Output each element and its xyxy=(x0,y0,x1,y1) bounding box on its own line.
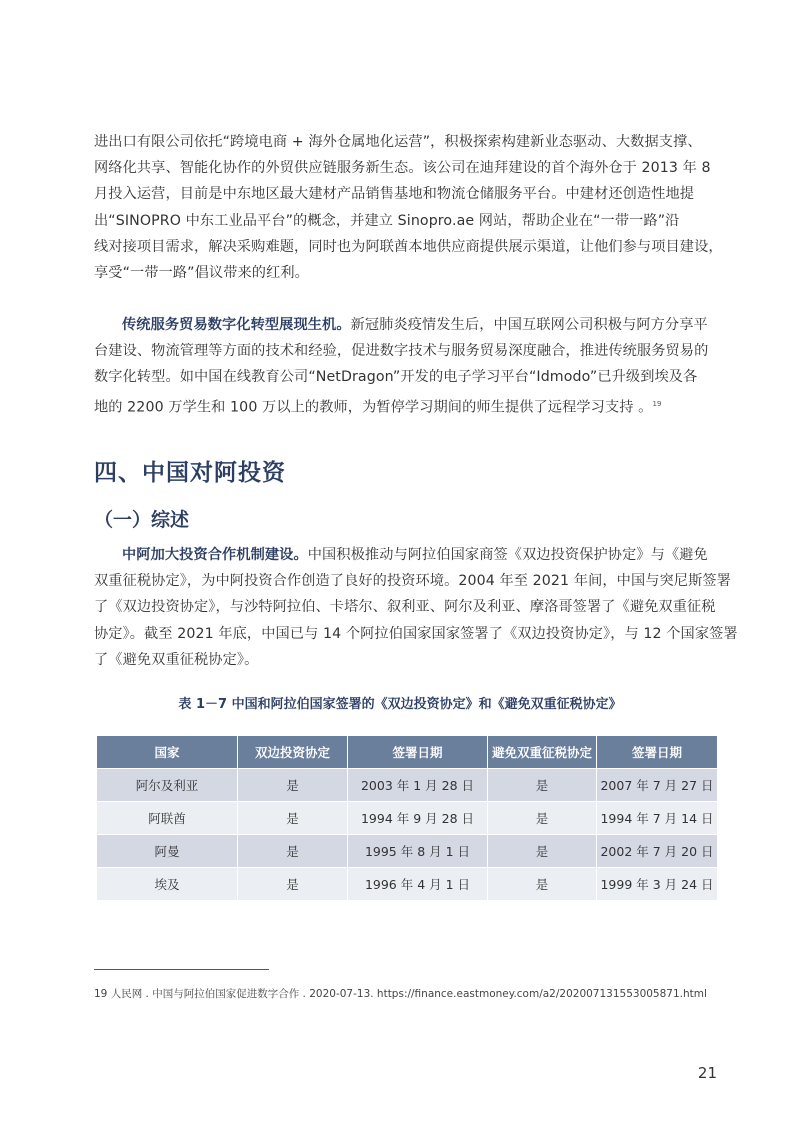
table-cell: 是 xyxy=(238,769,348,802)
table-row xyxy=(97,835,718,868)
table-cell: 埃及 xyxy=(97,868,238,901)
table-cell: 阿尔及利亚 xyxy=(97,769,238,802)
subsection-title: （一）综述 xyxy=(94,509,190,531)
table-cell: 1999 年 3 月 24 日 xyxy=(597,868,718,901)
paragraph-line: 网络化共享、智能化协作的外贸供应链服务新生态。该公司在迪拜建设的首个海外仓于 2013 年 8 xyxy=(94,160,711,177)
column-header-dta: 避免双重征税协定 xyxy=(488,736,597,769)
paragraph-3 xyxy=(94,542,738,673)
table-header-row xyxy=(97,736,718,769)
section-title: 四、中国对阿投资 xyxy=(94,460,286,486)
paragraph-line: 进出口有限公司依托“跨境电商 + 海外仓属地化运营”，积极探索构建新业态驱动、大数据支撑、 xyxy=(94,134,702,150)
paragraph-1 xyxy=(94,129,723,286)
table-row xyxy=(97,802,718,835)
table-cell: 1996 年 4 月 1 日 xyxy=(348,868,488,901)
table-cell: 2003 年 1 月 28 日 xyxy=(348,769,488,802)
table-cell: 是 xyxy=(488,769,597,802)
paragraph-line: 双重征税协定》，为中阿投资合作创造了良好的投资环境。2004 年至 2021 年间，中国与突尼斯签署 xyxy=(94,573,731,590)
table-cell: 是 xyxy=(238,868,348,901)
paragraph-line: 了《双边投资协定》，与沙特阿拉伯、卡塔尔、叙利亚、阿尔及利亚、摩洛哥签署了《避免双重征税 xyxy=(94,599,716,616)
paragraph-text: 中国积极推动与阿拉伯国家商签《双边投资保护协定》与《避免 xyxy=(307,547,708,563)
paragraph-text: 新冠肺炎疫情发生后，中国互联网公司积极与阿方分享平 xyxy=(350,317,708,333)
table-cell: 2007 年 7 月 27 日 xyxy=(597,769,718,802)
table-cell: 是 xyxy=(488,802,597,835)
table-caption: 表 1－7 中国和阿拉伯国家签署的《双边投资协定》和《避免双重征税协定》 xyxy=(178,697,622,712)
column-header-country: 国家 xyxy=(97,736,238,769)
table-cell: 1995 年 8 月 1 日 xyxy=(348,835,488,868)
table-cell: 1994 年 7 月 14 日 xyxy=(597,802,718,835)
table-cell: 阿曼 xyxy=(97,835,238,868)
column-header-bit-date: 签署日期 xyxy=(348,736,488,769)
column-header-bit: 双边投资协定 xyxy=(238,736,348,769)
paragraph-line: 了《避免双重征税协定》。 xyxy=(94,651,259,668)
paragraph-line: 线对接项目需求，解决采购难题，同时也为阿联酋本地供应商提供展示渠道，让他们参与项目建设， xyxy=(94,238,723,255)
paragraph-line: 台建设、物流管理等方面的技术和经验，促进数字技术与服务贸易深度融合，推进传统服务贸易的 xyxy=(94,343,709,360)
table-row xyxy=(97,868,718,901)
paragraph-line: 数字化转型。如中国在线教育公司“NetDragon”开发的电子学习平台“Idmodo”已升级到埃及各 xyxy=(94,369,698,386)
page-number: 21 xyxy=(697,1064,717,1082)
footnote-divider xyxy=(94,969,269,970)
table-cell: 2002 年 7 月 20 日 xyxy=(597,835,718,868)
treaty-table xyxy=(96,735,718,901)
table-cell: 是 xyxy=(488,835,597,868)
table-cell: 是 xyxy=(238,835,348,868)
paragraph-lead: 传统服务贸易数字化转型展现生机。 xyxy=(122,317,351,333)
paragraph-line: 享受“一带一路”倡议带来的红利。 xyxy=(94,265,309,282)
footnote-ref[interactable]: 19 xyxy=(652,399,662,408)
table-cell: 1994 年 9 月 28 日 xyxy=(348,802,488,835)
paragraph-text: 地的 2200 万学生和 100 万以上的教师，为暂停学习期间的师生提供了远程学习支持 。 xyxy=(94,399,653,416)
paragraph-line xyxy=(94,391,706,421)
paragraph-line: 月投入运营，目前是中东地区最大建材产品销售基地和物流仓储服务平台。中建材还创造性地提 xyxy=(94,186,695,203)
paragraph-line: 出“SINOPRO 中东工业品平台”的概念，并建立 Sinopro.ae 网站，帮助企业在“一带一路”沿 xyxy=(94,212,680,229)
footnote: 19 人民网 . 中国与阿拉伯国家促进数字合作 . 2020-07-13. https://finance.eastmoney.com/a2/202007131553005871.html xyxy=(94,988,707,1000)
table-cell: 是 xyxy=(238,802,348,835)
paragraph-line xyxy=(94,312,706,338)
paragraph-2 xyxy=(94,312,709,421)
table-cell: 是 xyxy=(488,868,597,901)
paragraph-line: 协定》。截至 2021 年底，中国已与 14 个阿拉伯国家国家签署了《双边投资协定》，与 12 个国家签署 xyxy=(94,625,738,642)
column-header-dta-date: 签署日期 xyxy=(597,736,718,769)
paragraph-line xyxy=(94,542,706,568)
paragraph-lead: 中阿加大投资合作机制建设。 xyxy=(122,547,308,563)
table-cell: 阿联酋 xyxy=(97,802,238,835)
table-row xyxy=(97,769,718,802)
